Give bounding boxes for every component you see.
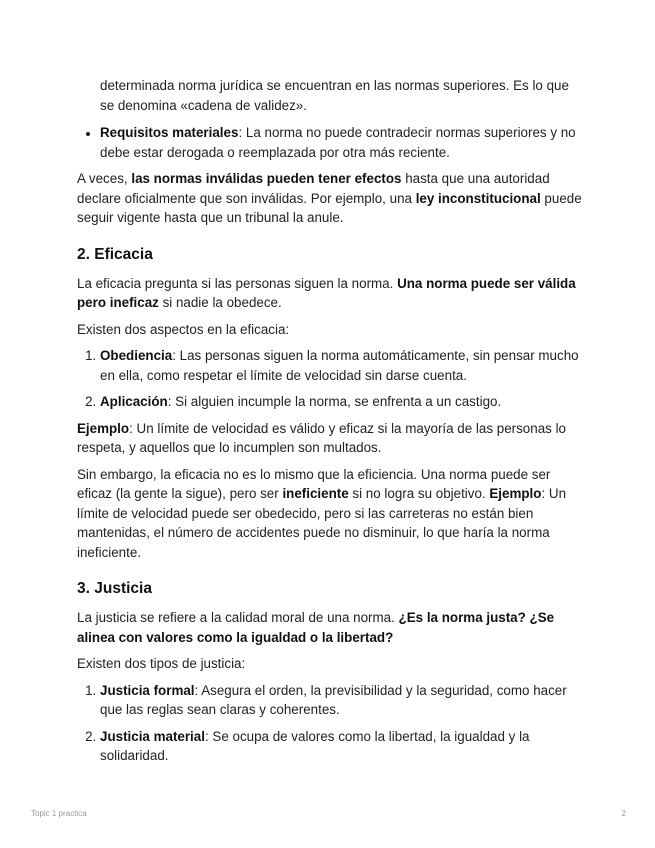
justicia-types-list	[77, 681, 582, 766]
eficacia-intro-paragraph: La eficacia pregunta si las personas siguen la norma. Una norma puede ser válida pero ineficaz si nadie la obedece.	[77, 275, 576, 310]
term-obediencia: Obediencia	[100, 348, 173, 363]
list-item-obediencia: 1. Obediencia: Las personas siguen la norma automáticamente, sin pensar mucho en ella, como respetar el límite de velocidad sin darse cuenta.	[100, 346, 582, 385]
list-item-material	[100, 123, 582, 162]
bold-ejemplo: Ejemplo	[489, 486, 542, 501]
list-item-aplicacion: 2. Aplicación: Si alguien incumple la norma, se enfrenta a un castigo.	[100, 392, 582, 412]
footer-title: Topic 1 practica	[31, 809, 87, 818]
bold-invalid-effects: las normas inválidas pueden tener efectos	[131, 171, 402, 186]
heading-eficacia: 2. Eficacia	[77, 245, 153, 263]
eficacia-eficiencia-paragraph: Sin embargo, la eficacia no es lo mismo que la eficiencia. Una norma puede ser eficaz (la gente la sigue), pero ser ineficiente si no logra su objetivo. Ejemplo: Un límite de velocidad puede ser obedecido, pero si las carreteras no están bien mantenidas, el número de accidentes puede no disminuir, lo que haría la norma ineficiente.	[77, 466, 567, 560]
term-justicia-formal: Justicia formal	[100, 682, 195, 698]
list-item-justicia-formal: 1. Justicia formal: Asegura el orden, la previsibilidad y la seguridad, como hacer que las reglas sean claras y coherentes.	[100, 681, 582, 720]
eficacia-example-paragraph: Ejemplo: Un límite de velocidad es válido y eficaz si la mayoría de las personas lo respeta, y aquellos que lo incumplen son multados.	[77, 420, 566, 455]
justicia-intro-paragraph: La justicia se refiere a la calidad moral de una norma. ¿Es la norma justa? ¿Se alinea con valores como la igualdad o la libertad?	[77, 610, 555, 645]
continuation-text: determinada norma jurídica se encuentran en las normas superiores. Es lo que se denomina «cadena de validez».	[100, 78, 569, 113]
document-page	[77, 76, 582, 773]
term-material: Requisitos materiales	[100, 125, 239, 140]
list-item-justicia-material: 2. Justicia material: Se ocupa de valores como la libertad, la igualdad y la solidaridad.	[100, 727, 582, 766]
text-material: : La norma no puede contradecir normas superiores y no debe estar derogada o reemplazada por otra más reciente.	[100, 125, 576, 160]
validity-requirements-list	[77, 123, 582, 162]
justicia-types-paragraph: Existen dos tipos de justicia:	[77, 656, 246, 671]
term-justicia-material: Justicia material	[100, 728, 205, 744]
heading-justicia: 3. Justicia	[77, 580, 152, 597]
bold-justice-question: ¿Es la norma justa? ¿Se alinea con valores como la igualdad o la libertad?	[77, 610, 555, 645]
page-number: 2	[621, 809, 626, 818]
invalid-norms-paragraph: A veces, las normas inválidas pueden tener efectos hasta que una autoridad declare oficialmente que son inválidas. Por ejemplo, una ley inconstitucional puede seguir vigente hasta que un tribunal la anule.	[77, 171, 582, 225]
bold-unconstitutional-law: ley inconstitucional	[415, 190, 541, 206]
bold-ineficiente: ineficiente	[282, 486, 349, 501]
bold-valid-ineffective: Una norma puede ser válida pero ineficaz	[77, 275, 576, 310]
term-ejemplo: Ejemplo	[77, 420, 130, 436]
continuation-paragraph	[77, 76, 582, 115]
eficacia-aspects-paragraph: Existen dos aspectos en la eficacia:	[77, 321, 290, 337]
term-aplicacion: Aplicación	[100, 394, 168, 409]
eficacia-aspects-list	[77, 346, 582, 412]
